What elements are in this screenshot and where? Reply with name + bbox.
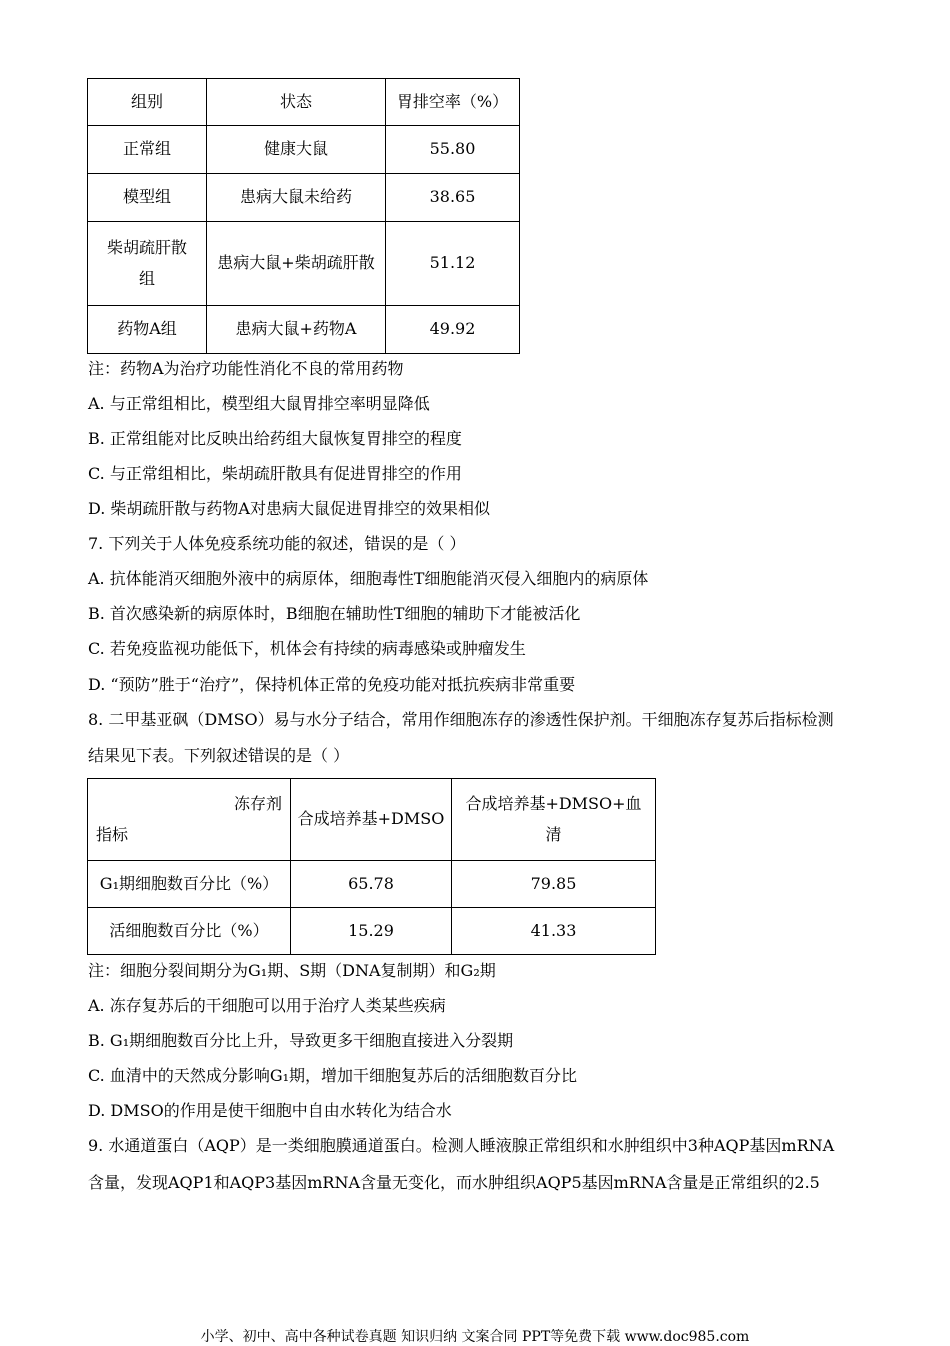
table-row [88, 908, 656, 955]
table1-header-state: 状态 [207, 79, 386, 126]
table1-cell-rate: 49.92 [386, 306, 520, 354]
table1-cell-rate: 51.12 [386, 222, 520, 306]
table1-cell-state: 患病大鼠+药物A [207, 306, 386, 354]
table2-cell-label: G₁期细胞数百分比（%） [88, 861, 291, 908]
table2-header-col2: 合成培养基+DMSO+血清 [452, 779, 656, 861]
q7-option-d: D. “预防”胜于“治疗”，保持机体正常的免疫功能对抵抗疾病非常重要 [88, 675, 576, 694]
table2-header-col1: 合成培养基+DMSO [291, 779, 452, 861]
table1-cell-state: 患病大鼠未给药 [207, 174, 386, 222]
table2-cell-v2: 41.33 [452, 908, 656, 955]
table2-corner-bottom: 指标 [96, 824, 129, 844]
table2-cell-v1: 15.29 [291, 908, 452, 955]
table1-cell-state: 健康大鼠 [207, 126, 386, 174]
table-row [88, 222, 520, 306]
table2-cell-label: 活细胞数百分比（%） [88, 908, 291, 955]
q7-option-a: A. 抗体能消灭细胞外液中的病原体，细胞毒性T细胞能消灭侵入细胞内的病原体 [88, 569, 649, 588]
table-row [88, 861, 656, 908]
table1-header-rate: 胃排空率（%） [386, 79, 520, 126]
q8-option-a: A. 冻存复苏后的干细胞可以用于治疗人类某些疾病 [88, 996, 446, 1015]
table1-cell-rate: 38.65 [386, 174, 520, 222]
q8-stem-line2: 结果见下表。下列叙述错误的是（ ） [88, 746, 350, 765]
footer-link[interactable]: 小学、初中、高中各种试卷真题 知识归纳 文案合同 PPT等免费下载 www.doc985.com [200, 1329, 750, 1345]
table1-cell-group: 正常组 [88, 126, 207, 174]
q7-option-c: C. 若免疫监视功能低下，机体会有持续的病毒感染或肿瘤发生 [88, 639, 526, 658]
q9-stem-line1: 9. 水通道蛋白（AQP）是一类细胞膜通道蛋白。检测人睡液腺正常组织和水肿组织中3种AQP基因mRNA [88, 1136, 835, 1155]
q9-stem-line2: 含量，发现AQP1和AQP3基因mRNA含量无变化，而水肿组织AQP5基因mRNA含量是正常组织的2.5 [88, 1173, 820, 1192]
table1-cell-group: 柴胡疏肝散组 [88, 222, 207, 306]
cryopreservation-table [87, 778, 656, 955]
table1-cell-group: 药物A组 [88, 306, 207, 354]
table2-corner-top: 冻存剂 [233, 794, 282, 814]
q7-option-b: B. 首次感染新的病原体时，B细胞在辅助性T细胞的辅助下才能被活化 [88, 604, 581, 623]
table2-corner-header [88, 779, 291, 861]
note-cell-cycle: 注：细胞分裂间期分为G₁期、S期（DNA复制期）和G₂期 [88, 961, 496, 980]
q6-option-a: A. 与正常组相比，模型组大鼠胃排空率明显降低 [88, 394, 430, 413]
table-row [88, 126, 520, 174]
q6-option-d: D. 柴胡疏肝散与药物A对患病大鼠促进胃排空的效果相似 [88, 499, 490, 518]
q7-stem: 7. 下列关于人体免疫系统功能的叙述，错误的是（ ） [88, 534, 466, 553]
q8-stem-line1: 8. 二甲基亚砜（DMSO）易与水分子结合，常用作细胞冻存的渗透性保护剂。干细胞冻存复苏后指标检测 [88, 710, 834, 729]
q8-option-c: C. 血清中的天然成分影响G₁期，增加干细胞复苏后的活细胞数百分比 [88, 1066, 578, 1085]
table1-cell-rate: 55.80 [386, 126, 520, 174]
table2-cell-v1: 65.78 [291, 861, 452, 908]
table-row [88, 306, 520, 354]
table1-cell-group: 模型组 [88, 174, 207, 222]
gastric-emptying-table [87, 78, 520, 354]
table1-cell-state: 患病大鼠+柴胡疏肝散 [207, 222, 386, 306]
q8-option-b: B. G₁期细胞数百分比上升，导致更多干细胞直接进入分裂期 [88, 1031, 514, 1050]
q6-option-b: B. 正常组能对比反映出给药组大鼠恢复胃排空的程度 [88, 429, 462, 448]
q8-option-d: D. DMSO的作用是使干细胞中自由水转化为结合水 [88, 1101, 452, 1120]
q6-option-c: C. 与正常组相比，柴胡疏肝散具有促进胃排空的作用 [88, 464, 462, 483]
table-row [88, 174, 520, 222]
table2-cell-v2: 79.85 [452, 861, 656, 908]
table1-header-group: 组别 [88, 79, 207, 126]
note-drug-a: 注：药物A为治疗功能性消化不良的常用药物 [88, 359, 404, 378]
